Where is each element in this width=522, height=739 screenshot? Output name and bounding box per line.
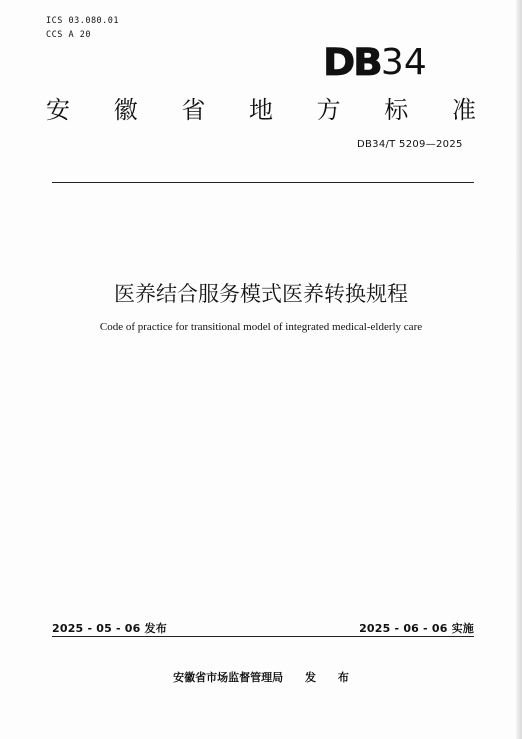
implementation-date: 2025 - 06 - 06 实施 — [359, 622, 474, 635]
standard-category-heading — [46, 96, 476, 124]
standard-number: DB34/T 5209—2025 — [357, 139, 463, 150]
db-standard-mark — [323, 43, 427, 83]
page-edge-shadow — [516, 0, 522, 739]
top-divider — [52, 182, 474, 183]
heading-char: 地 — [248, 96, 273, 124]
heading-char: 准 — [451, 96, 476, 124]
db-province-code: 34 — [380, 42, 427, 83]
publish-date: 2025 - 05 - 06 发布 — [52, 622, 167, 635]
db-letters: DB — [323, 41, 381, 84]
heading-char: 安 — [46, 96, 70, 124]
ccs-code: CCS A 20 — [46, 30, 91, 40]
heading-char: 标 — [384, 96, 409, 124]
issuing-authority: 安徽省市场监督管理局 发 布 — [173, 671, 349, 684]
title-chinese: 医养结合服务模式医养转换规程 — [114, 282, 408, 306]
ics-code: ICS 03.080.01 — [46, 16, 120, 26]
bottom-divider — [52, 636, 474, 637]
heading-char: 徽 — [113, 96, 138, 124]
heading-char: 省 — [181, 96, 206, 124]
heading-char: 方 — [316, 96, 341, 124]
title-english: Code of practice for transitional model of integrated medical-elderly care — [99, 321, 423, 333]
